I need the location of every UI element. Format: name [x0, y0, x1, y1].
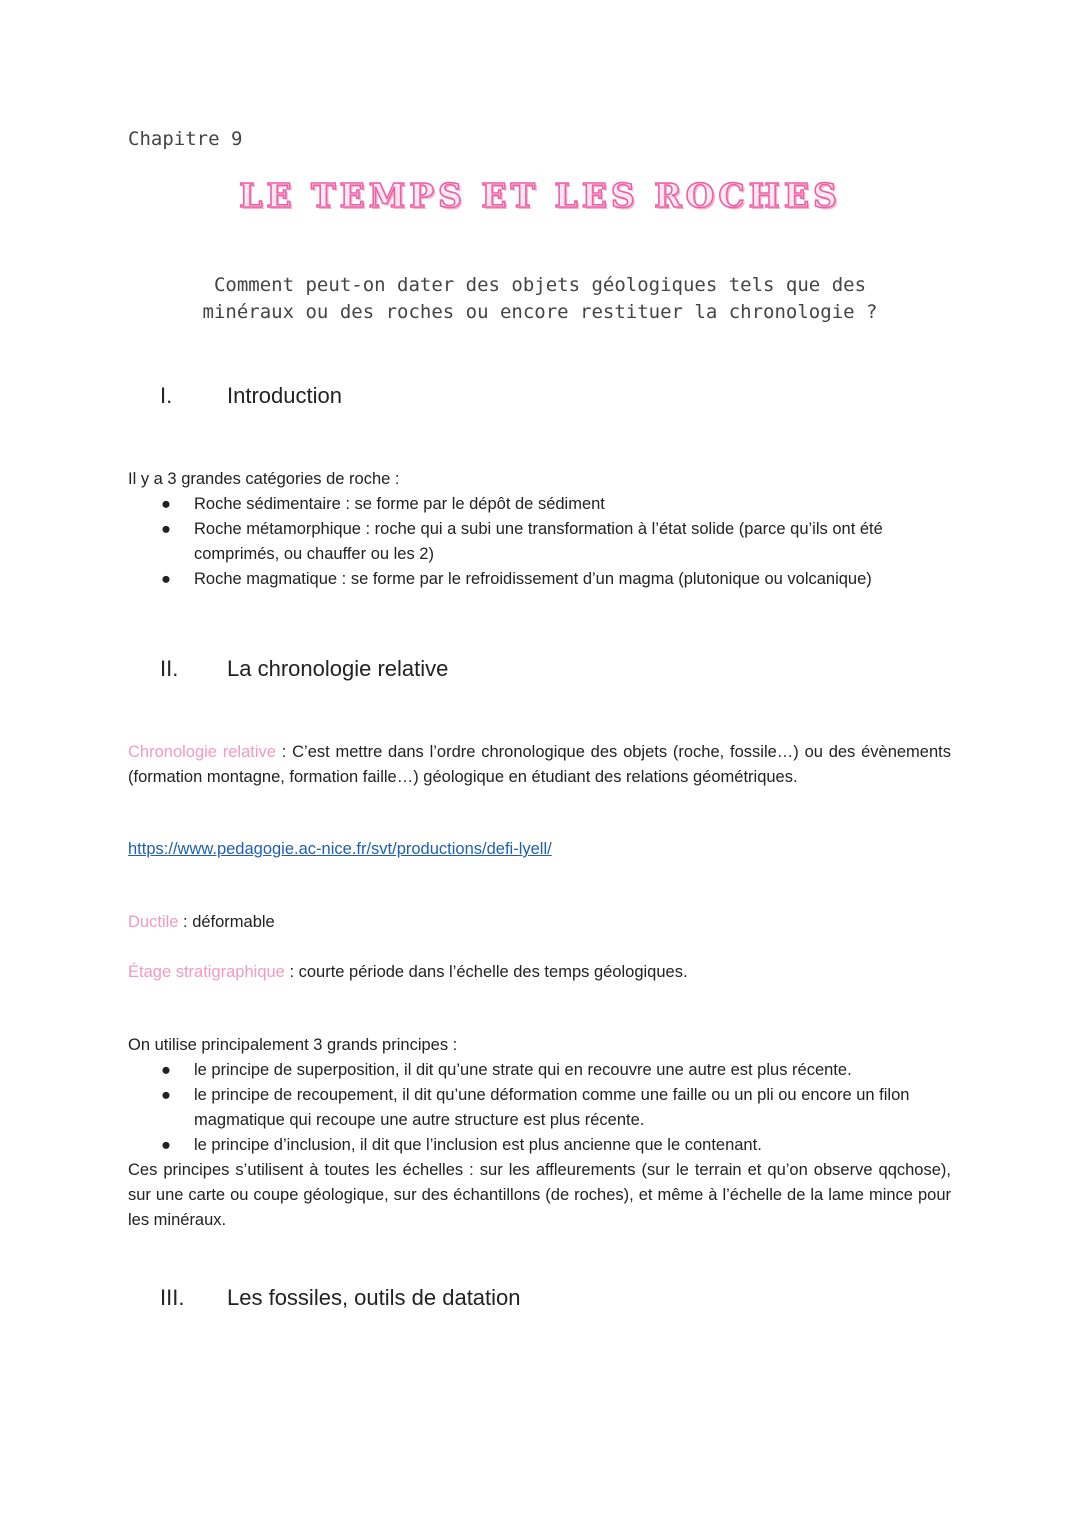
section-number: III. — [160, 1285, 185, 1310]
list-item — [128, 492, 951, 517]
list-item-text: Roche sédimentaire : se forme par le dépôt de sédiment — [194, 495, 605, 513]
definition-text: : déformable — [178, 913, 275, 931]
bullet-icon: ● — [161, 1061, 171, 1079]
intro-lead: Il y a 3 grandes catégories de roche : — [128, 470, 400, 488]
definition-chronologie-relative — [128, 740, 951, 790]
section-title: La chronologie relative — [227, 656, 449, 681]
section-title: Introduction — [227, 383, 342, 408]
principles-lead: On utilise principalement 3 grands principes : — [128, 1036, 458, 1054]
page-title-text: LE TEMPS ET LES ROCHES — [239, 176, 841, 215]
list-item-text: Roche magmatique : se forme par le refroidissement d’un magma (plutonique ou volcanique) — [194, 570, 872, 588]
page-title — [0, 176, 1080, 215]
rock-categories-list — [128, 492, 951, 592]
intro-block — [128, 467, 951, 592]
list-item-text: le principe de recoupement, il dit qu’une déformation comme une faille ou un pli ou encore un filon magmatique qui recoupe une autre structure est plus récente. — [194, 1086, 910, 1129]
principles-list — [128, 1058, 951, 1158]
section-number: II. — [160, 656, 179, 681]
definition-term: Ductile — [128, 913, 179, 931]
section-heading-introduction — [160, 383, 342, 409]
definition-ductile — [128, 910, 951, 935]
section-number: I. — [160, 383, 173, 408]
scales-paragraph: Ces principes s’utilisent à toutes les échelles : sur les affleurements (sur le terrain et qu’on observe qqchose), sur une carte ou coupe géologique, sur des échantillons (de roches), et même à l’échelle de la lame mince pour les minéraux. — [128, 1161, 951, 1229]
definition-text: : C’est mettre dans l’ordre chronologique des objets (roche, fossile…) ou des évènements (formation montagne, formation faille…) géologique en étudiant des relations géométriques. — [128, 743, 951, 786]
list-item-text: le principe de superposition, il dit qu’une strate qui en recouvre une autre est plus récente. — [194, 1061, 852, 1079]
definition-term: Chronologie relative — [128, 743, 276, 761]
list-item — [128, 517, 951, 567]
guiding-question-line-1: Comment peut-on dater des objets géologiques tels que des — [213, 274, 867, 296]
bullet-icon: ● — [161, 570, 171, 588]
section-heading-fossiles — [160, 1285, 521, 1311]
bullet-icon: ● — [161, 520, 171, 538]
section-heading-chronologie — [160, 656, 448, 682]
list-item — [128, 1083, 951, 1133]
section-title: Les fossiles, outils de datation — [227, 1285, 521, 1310]
principles-block — [128, 1033, 951, 1233]
list-item — [128, 1133, 951, 1158]
resource-link[interactable]: https://www.pedagogie.ac-nice.fr/svt/productions/defi-lyell/ — [128, 840, 552, 858]
list-item — [128, 567, 951, 592]
bullet-icon: ● — [161, 1086, 171, 1104]
guiding-question — [130, 272, 950, 326]
resource-link-block — [128, 837, 951, 862]
bullet-icon: ● — [161, 495, 171, 513]
definition-text: : courte période dans l’échelle des temps géologiques. — [284, 963, 688, 981]
list-item-text: Roche métamorphique : roche qui a subi une transformation à l’état solide (parce qu’ils ont été comprimés, ou chauffer ou les 2) — [194, 520, 883, 563]
bullet-icon: ● — [161, 1136, 171, 1154]
guiding-question-line-2: minéraux ou des roches ou encore restituer la chronologie ? — [202, 301, 878, 323]
list-item-text: le principe d’inclusion, il dit que l’inclusion est plus ancienne que le contenant. — [194, 1136, 762, 1154]
chapter-label: Chapitre 9 — [128, 128, 243, 150]
list-item — [128, 1058, 951, 1083]
definition-term: Étage stratigraphique — [128, 963, 285, 981]
definition-etage — [128, 960, 951, 985]
